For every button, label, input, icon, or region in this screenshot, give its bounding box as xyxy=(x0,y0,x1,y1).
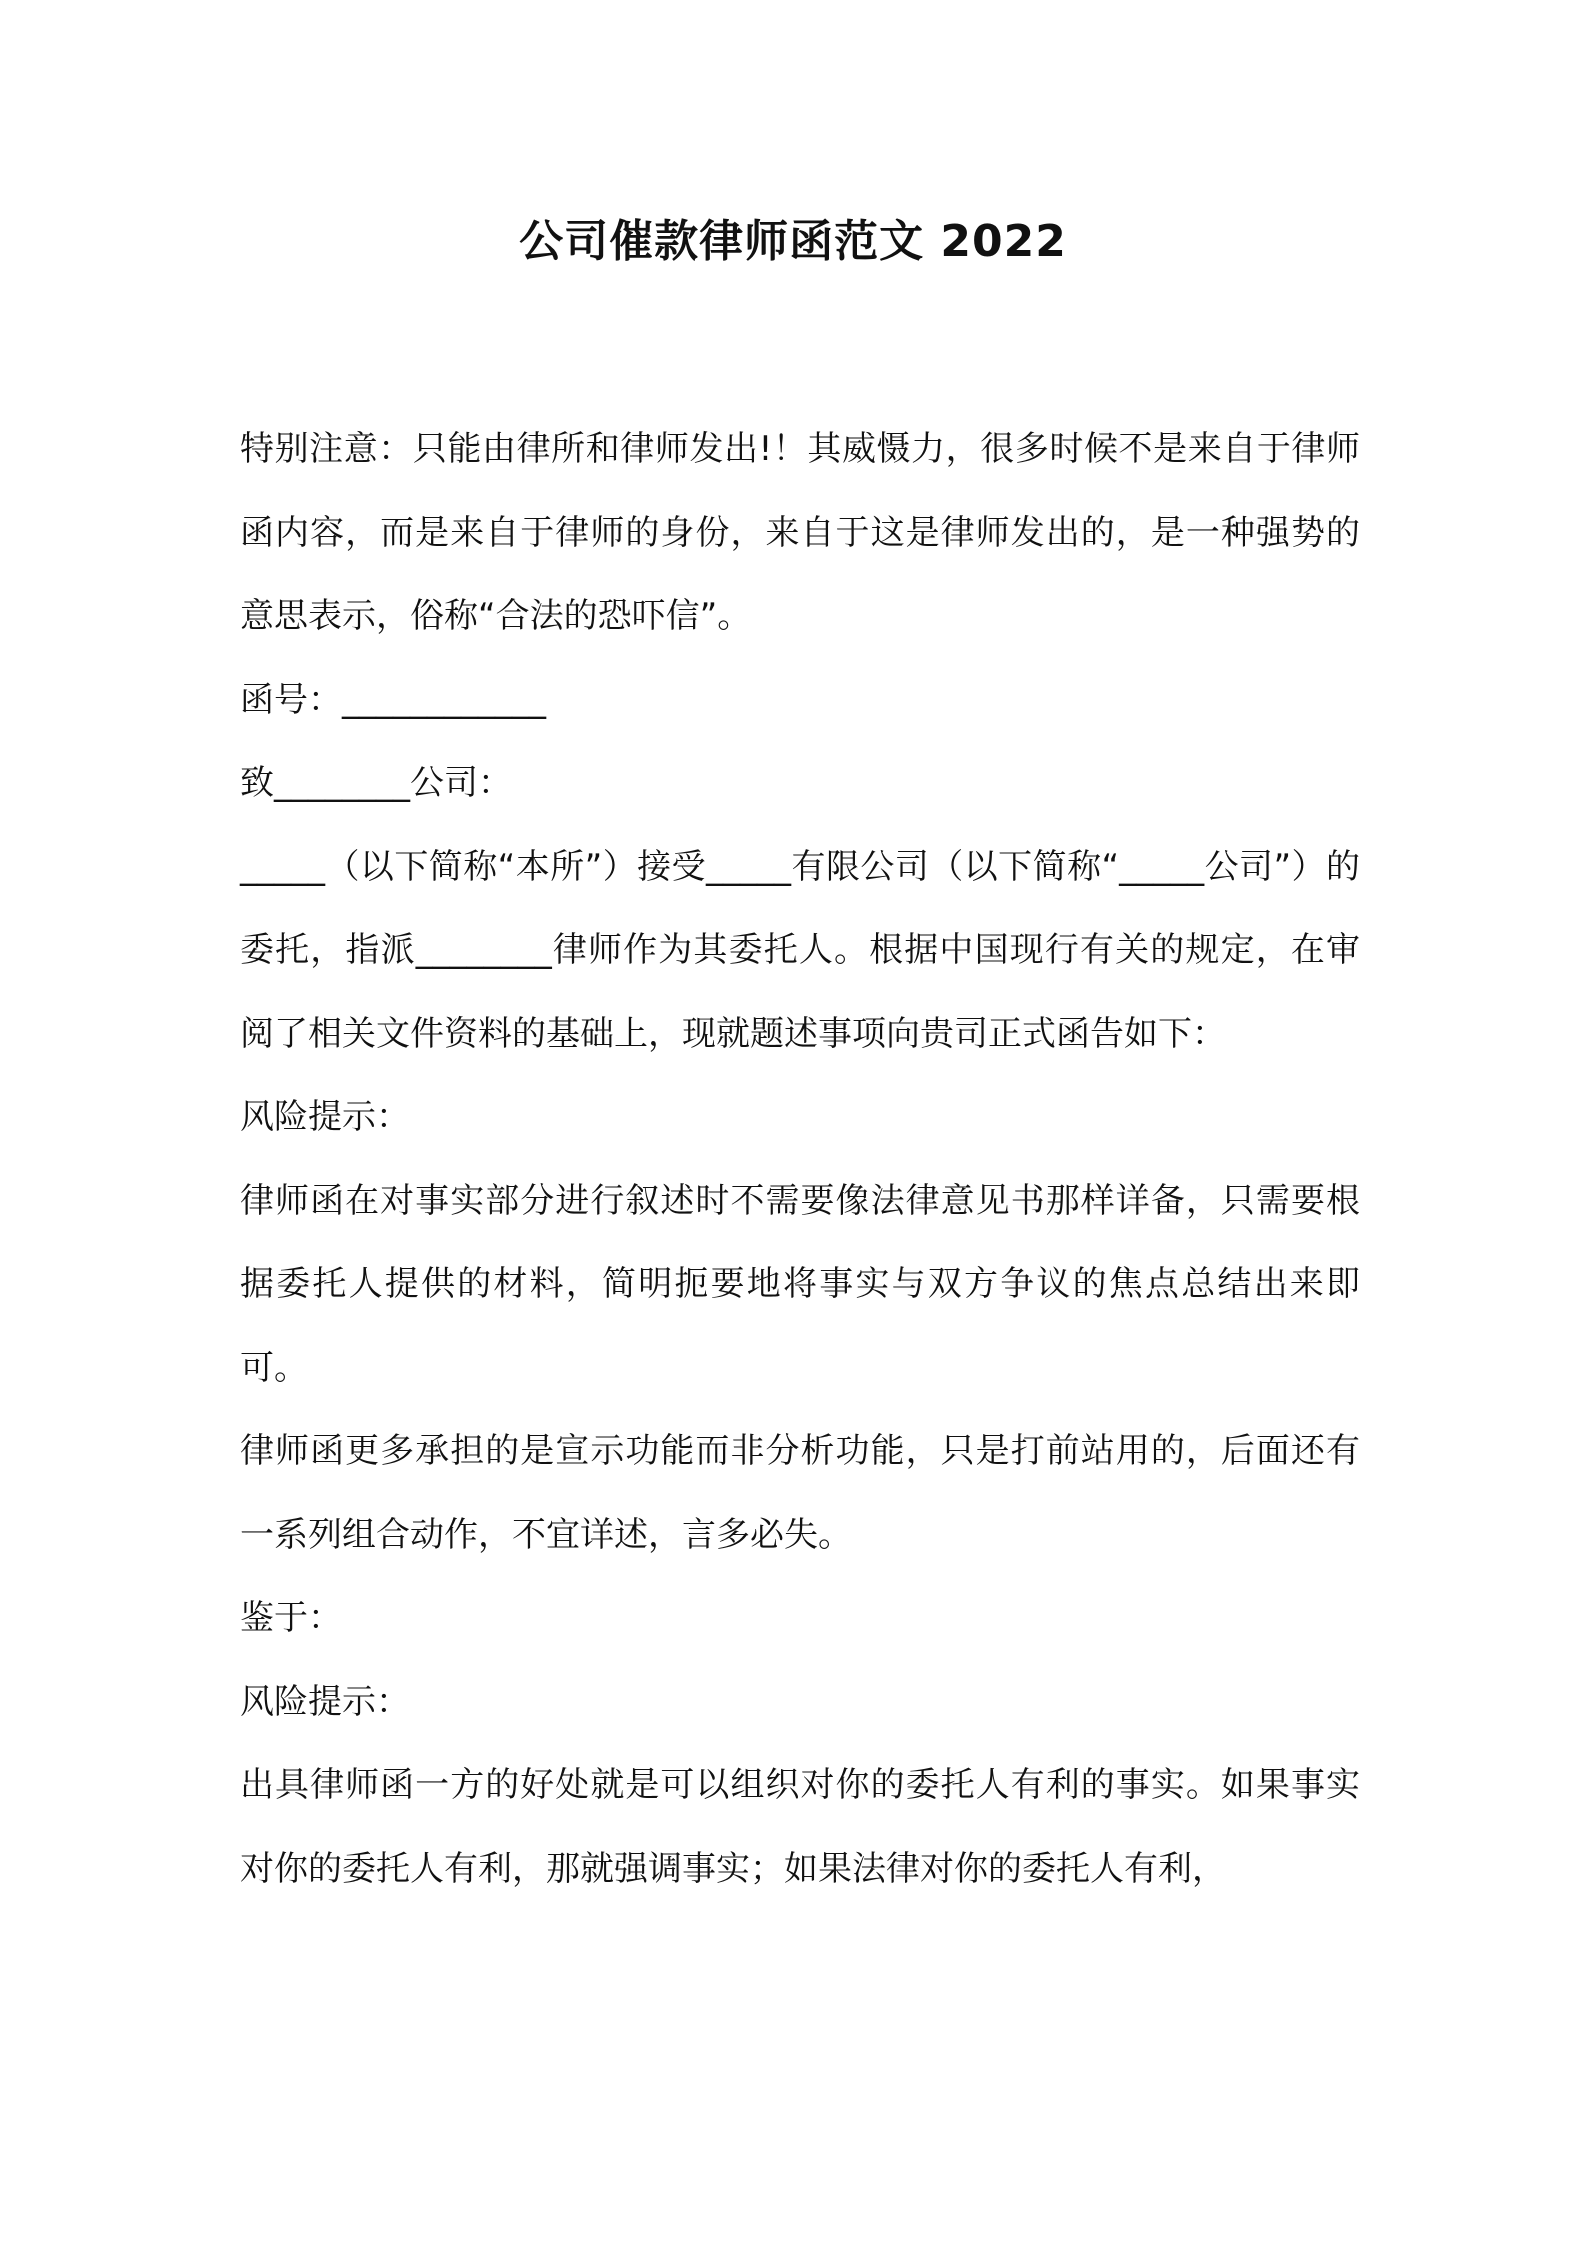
function-guidance-paragraph: 律师函更多承担的是宣示功能而非分析功能，只是打前站用的，后面还有一系列组合动作，不宜详述，言多必失。 xyxy=(240,1431,1360,1555)
document-title: 公司催款律师函范文 2022 xyxy=(519,216,1067,267)
risk-notice-heading-2: 风险提示： xyxy=(240,1681,410,1722)
whereas-heading: 鉴于： xyxy=(240,1598,342,1638)
letter-number-line: 函号：____________ xyxy=(240,679,546,720)
document-body xyxy=(240,408,1360,1911)
advantage-paragraph: 出具律师函一方的好处就是可以组织对你的委托人有利的事实。如果事实对你的委托人有利，那就强调事实；如果法律对你的委托人有利， xyxy=(240,1765,1360,1889)
recipient-line: 致________公司： xyxy=(240,763,512,803)
risk-notice-heading: 风险提示： xyxy=(240,1097,410,1137)
introduction-paragraph: _____（以下简称“本所”）接受_____有限公司（以下简称“_____公司”）的委托，指派________律师作为其委托人。根据中国现行有关的规定，在审阅了相关文件资料的基础上，现就题述事项向贵司正式函告如下： xyxy=(240,846,1360,1054)
special-notice-paragraph: 特别注意：只能由律所和律师发出!！其威慑力，很多时候不是来自于律师函内容，而是来自于律师的身份，来自于这是律师发出的，是一种强势的意思表示，俗称“合法的恐吓信”。 xyxy=(240,429,1360,636)
facts-guidance-paragraph: 律师函在对事实部分进行叙述时不需要像法律意见书那样详备，只需要根据委托人提供的材料，简明扼要地将事实与双方争议的焦点总结出来即可。 xyxy=(240,1180,1360,1388)
